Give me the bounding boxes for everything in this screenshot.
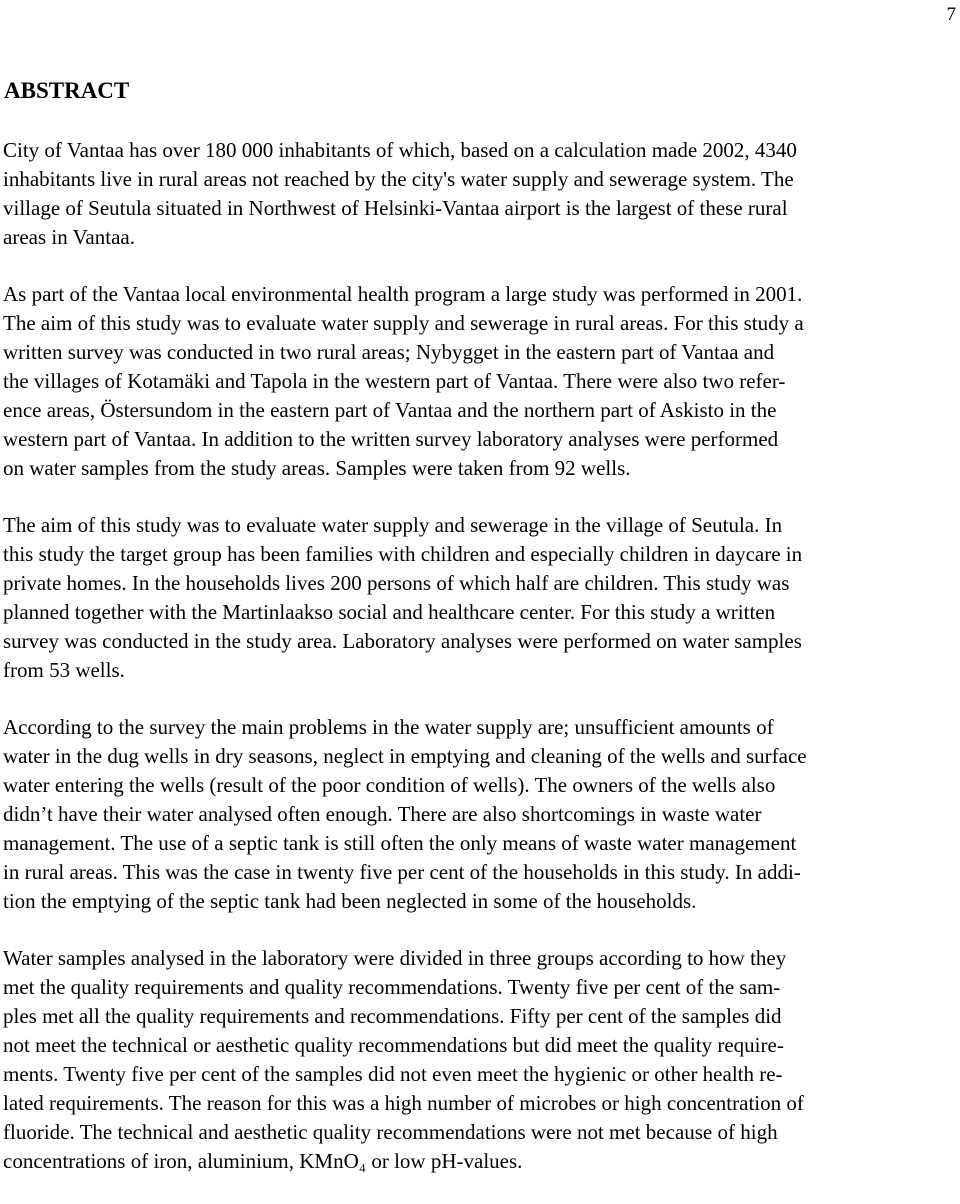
paragraph-line: water entering the wells (result of the poor condition of wells). The owners of the wells also (3, 773, 776, 797)
paragraph-line: on water samples from the study areas. Samples were taken from 92 wells. (3, 456, 631, 480)
paragraph-line: written survey was conducted in two rural areas; Nybygget in the eastern part of Vantaa and (3, 340, 775, 364)
paragraph-line: village of Seutula situated in Northwest of Helsinki-Vantaa airport is the largest of these rural (3, 196, 788, 220)
paragraph-line: survey was conducted in the study area. Laboratory analyses were performed on water samples (3, 629, 802, 653)
paragraph-line: in rural areas. This was the case in twenty five per cent of the households in this study. In addi- (3, 860, 801, 884)
paragraph-line: management. The use of a septic tank is still often the only means of waste water management (3, 831, 797, 855)
paragraph-5 (3, 944, 958, 1176)
paragraph-line: ments. Twenty five per cent of the samples did not even meet the hygienic or other health re- (3, 1062, 783, 1086)
paragraph-line: City of Vantaa has over 180 000 inhabitants of which, based on a calculation made 2002, 4340 (3, 138, 797, 162)
paragraph-line: The aim of this study was to evaluate water supply and sewerage in the village of Seutula. In (3, 513, 783, 537)
paragraph-line: this study the target group has been families with children and especially children in daycare in (3, 542, 803, 566)
paragraph-line: The aim of this study was to evaluate water supply and sewerage in rural areas. For this study a (3, 311, 804, 335)
paragraph-line: the villages of Kotamäki and Tapola in the western part of Vantaa. There were also two refer- (3, 369, 786, 393)
paragraph-1 (3, 136, 958, 252)
paragraph-line: According to the survey the main problems in the water supply are; unsufficient amounts of (3, 715, 774, 739)
paragraph-line: didn’t have their water analysed often enough. There are also shortcomings in waste water (3, 802, 762, 826)
abstract-body (3, 136, 958, 1204)
paragraph-line: areas in Vantaa. (3, 225, 135, 249)
paragraph-3 (3, 511, 958, 685)
paragraph-line: As part of the Vantaa local environmental health program a large study was performed in 2001. (3, 282, 803, 306)
paragraph-line: water in the dug wells in dry seasons, neglect in emptying and cleaning of the wells and surface (3, 744, 807, 768)
paragraph-line: planned together with the Martinlaakso social and healthcare center. For this study a written (3, 600, 776, 624)
paragraph-line: Water samples analysed in the laboratory were divided in three groups according to how they (3, 946, 787, 970)
paragraph-line: inhabitants live in rural areas not reached by the city's water supply and sewerage system. The (3, 167, 794, 191)
paragraph-line: fluoride. The technical and aesthetic quality recommendations were not met because of high (3, 1120, 778, 1144)
paragraph-line: ples met all the quality requirements and recommendations. Fifty per cent of the samples did (3, 1004, 782, 1028)
paragraph-line: lated requirements. The reason for this was a high number of microbes or high concentration of (3, 1091, 804, 1115)
paragraph-line: met the quality requirements and quality recommendations. Twenty five per cent of the sam- (3, 975, 781, 999)
paragraph-line: ence areas, Östersundom in the eastern part of Vantaa and the northern part of Askisto in the (3, 398, 777, 422)
paragraph-4 (3, 713, 958, 916)
paragraph-line: tion the emptying of the septic tank had been neglected in some of the households. (3, 889, 697, 913)
abstract-heading: ABSTRACT (4, 78, 130, 103)
paragraph-line: western part of Vantaa. In addition to the written survey laboratory analyses were performed (3, 427, 779, 451)
paragraph-line: not meet the technical or aesthetic quality recommendations but did meet the quality require- (3, 1033, 784, 1057)
paragraph-2 (3, 280, 958, 483)
page-number: 7 (946, 4, 956, 25)
paragraph-line: from 53 wells. (3, 658, 125, 682)
paragraph-line: private homes. In the households lives 200 persons of which half are children. This study was (3, 571, 790, 595)
paragraph-line: concentrations of iron, aluminium, KMnO₄ or low pH-values. (3, 1149, 523, 1173)
